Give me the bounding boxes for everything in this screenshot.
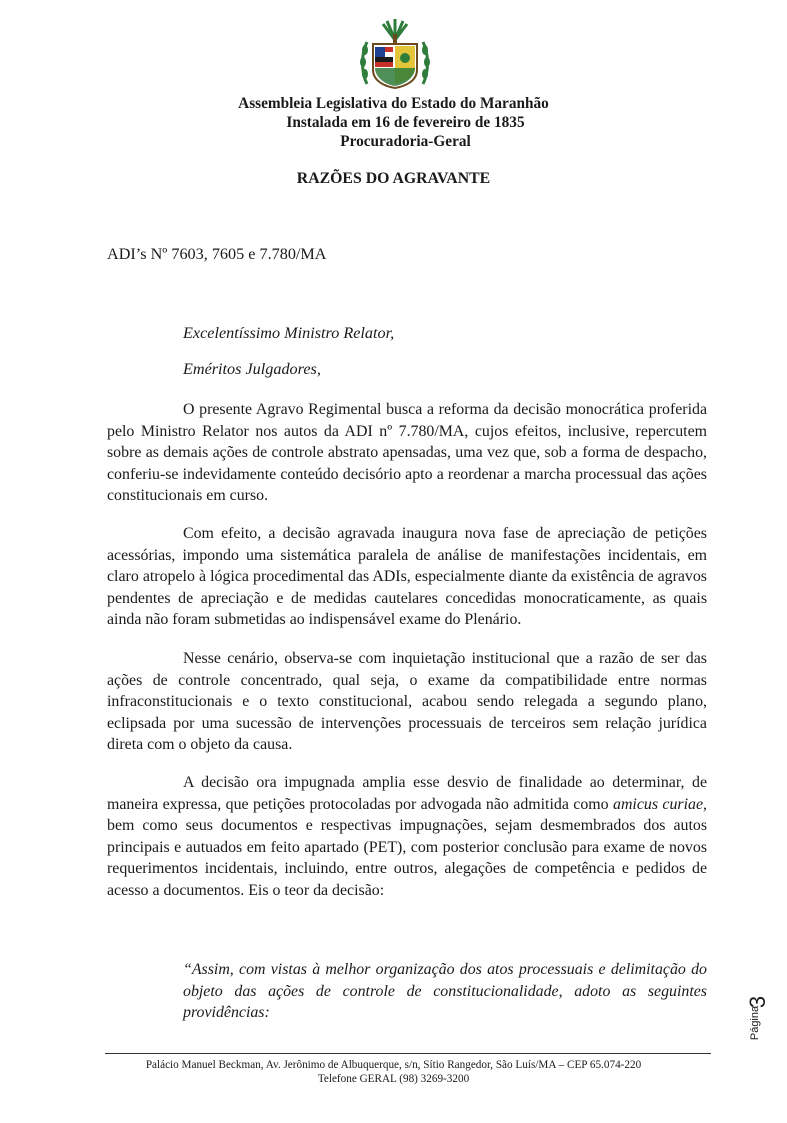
document-title: RAZÕES DO AGRAVANTE — [296, 170, 491, 187]
installation-date: Instalada em 16 de fevereiro de 1835 — [286, 114, 525, 131]
page-label: Página — [749, 1005, 761, 1041]
paragraph-4-italic-term: amicus curiae — [613, 795, 704, 813]
footer-address: Palácio Manuel Beckman, Av. Jerônimo de Albuquerque, s/n, Sítio Rangedor, São Luís/MA – CEP 65.074-220 — [145, 1059, 642, 1071]
paragraph-4 — [107, 772, 707, 901]
footer-divider — [105, 1053, 711, 1054]
paragraph-2: Com efeito, a decisão agravada inaugura nova fase de apreciação de petições acessórias, impondo uma sistemática paralela de análise de manifestações incidentais, em claro atropelo à lógica procedimental das ADIs, especialmente diante da existência de agravos pendentes de apreciação e de medidas cautelares concedidas monocraticamente, as quais ainda não foram submetidas ao indispensável exame do Plenário. — [107, 525, 707, 628]
paragraph-4-text-b: , bem como seus documentos e respectivas impugnações, sejam desmembrados dos autos principais e autuados em feito apartado (PET), com posterior conclusão para exame de novos requerimentos incidentais, incluindo, entre outros, alegações de competência e pedidos de acesso a documentos. Eis o teor da decisão: — [107, 795, 707, 899]
coat-of-arms-icon — [357, 18, 433, 92]
institution-name: Assembleia Legislativa do Estado do Maranhão — [238, 95, 549, 112]
paragraph-1: O presente Agravo Regimental busca a reforma da decisão monocrática proferida pelo Ministro Relator nos autos da ADI nº 7.780/MA, cujos efeitos, inclusive, repercutem sobre as demais ações de controle abstrato apensadas, uma vez que, sob a forma de despacho, conferiu-se indevidamente conteúdo decisório apto a reordenar a marcha processual das ações constitucionais em curso. — [107, 401, 707, 504]
page-number: 3 — [745, 995, 771, 1009]
salutation-judges: Eméritos Julgadores, — [183, 360, 321, 378]
salutation-minister: Excelentíssimo Ministro Relator, — [183, 324, 395, 342]
department-name: Procuradoria-Geral — [340, 133, 471, 150]
paragraph-3: Nesse cenário, observa-se com inquietação institucional que a razão de ser das ações de controle concentrado, qual seja, o exame da compatibilidade entre normas infraconstitucionais e o texto constitucional, acabou sendo relegada a segundo plano, eclipsada por uma sucessão de intervenções processuais de terceiros sem relação jurídica direta com o objeto da causa. — [107, 650, 707, 753]
case-reference: ADI’s Nº 7603, 7605 e 7.780/MA — [107, 245, 327, 263]
page-number-marker — [740, 995, 772, 1055]
footer-phone: Telefone GERAL (98) 3269-3200 — [317, 1073, 470, 1085]
decision-quote: “Assim, com vistas à melhor organização dos atos processuais e delimitação do objeto das ações de controle de constitucionalidade, adoto as seguintes providências: — [183, 961, 707, 1021]
paragraph-4-text-a: A decisão ora impugnada amplia esse desvio de finalidade ao determinar, de maneira expressa, que petições protocoladas por advogada não admitida como — [107, 774, 707, 813]
